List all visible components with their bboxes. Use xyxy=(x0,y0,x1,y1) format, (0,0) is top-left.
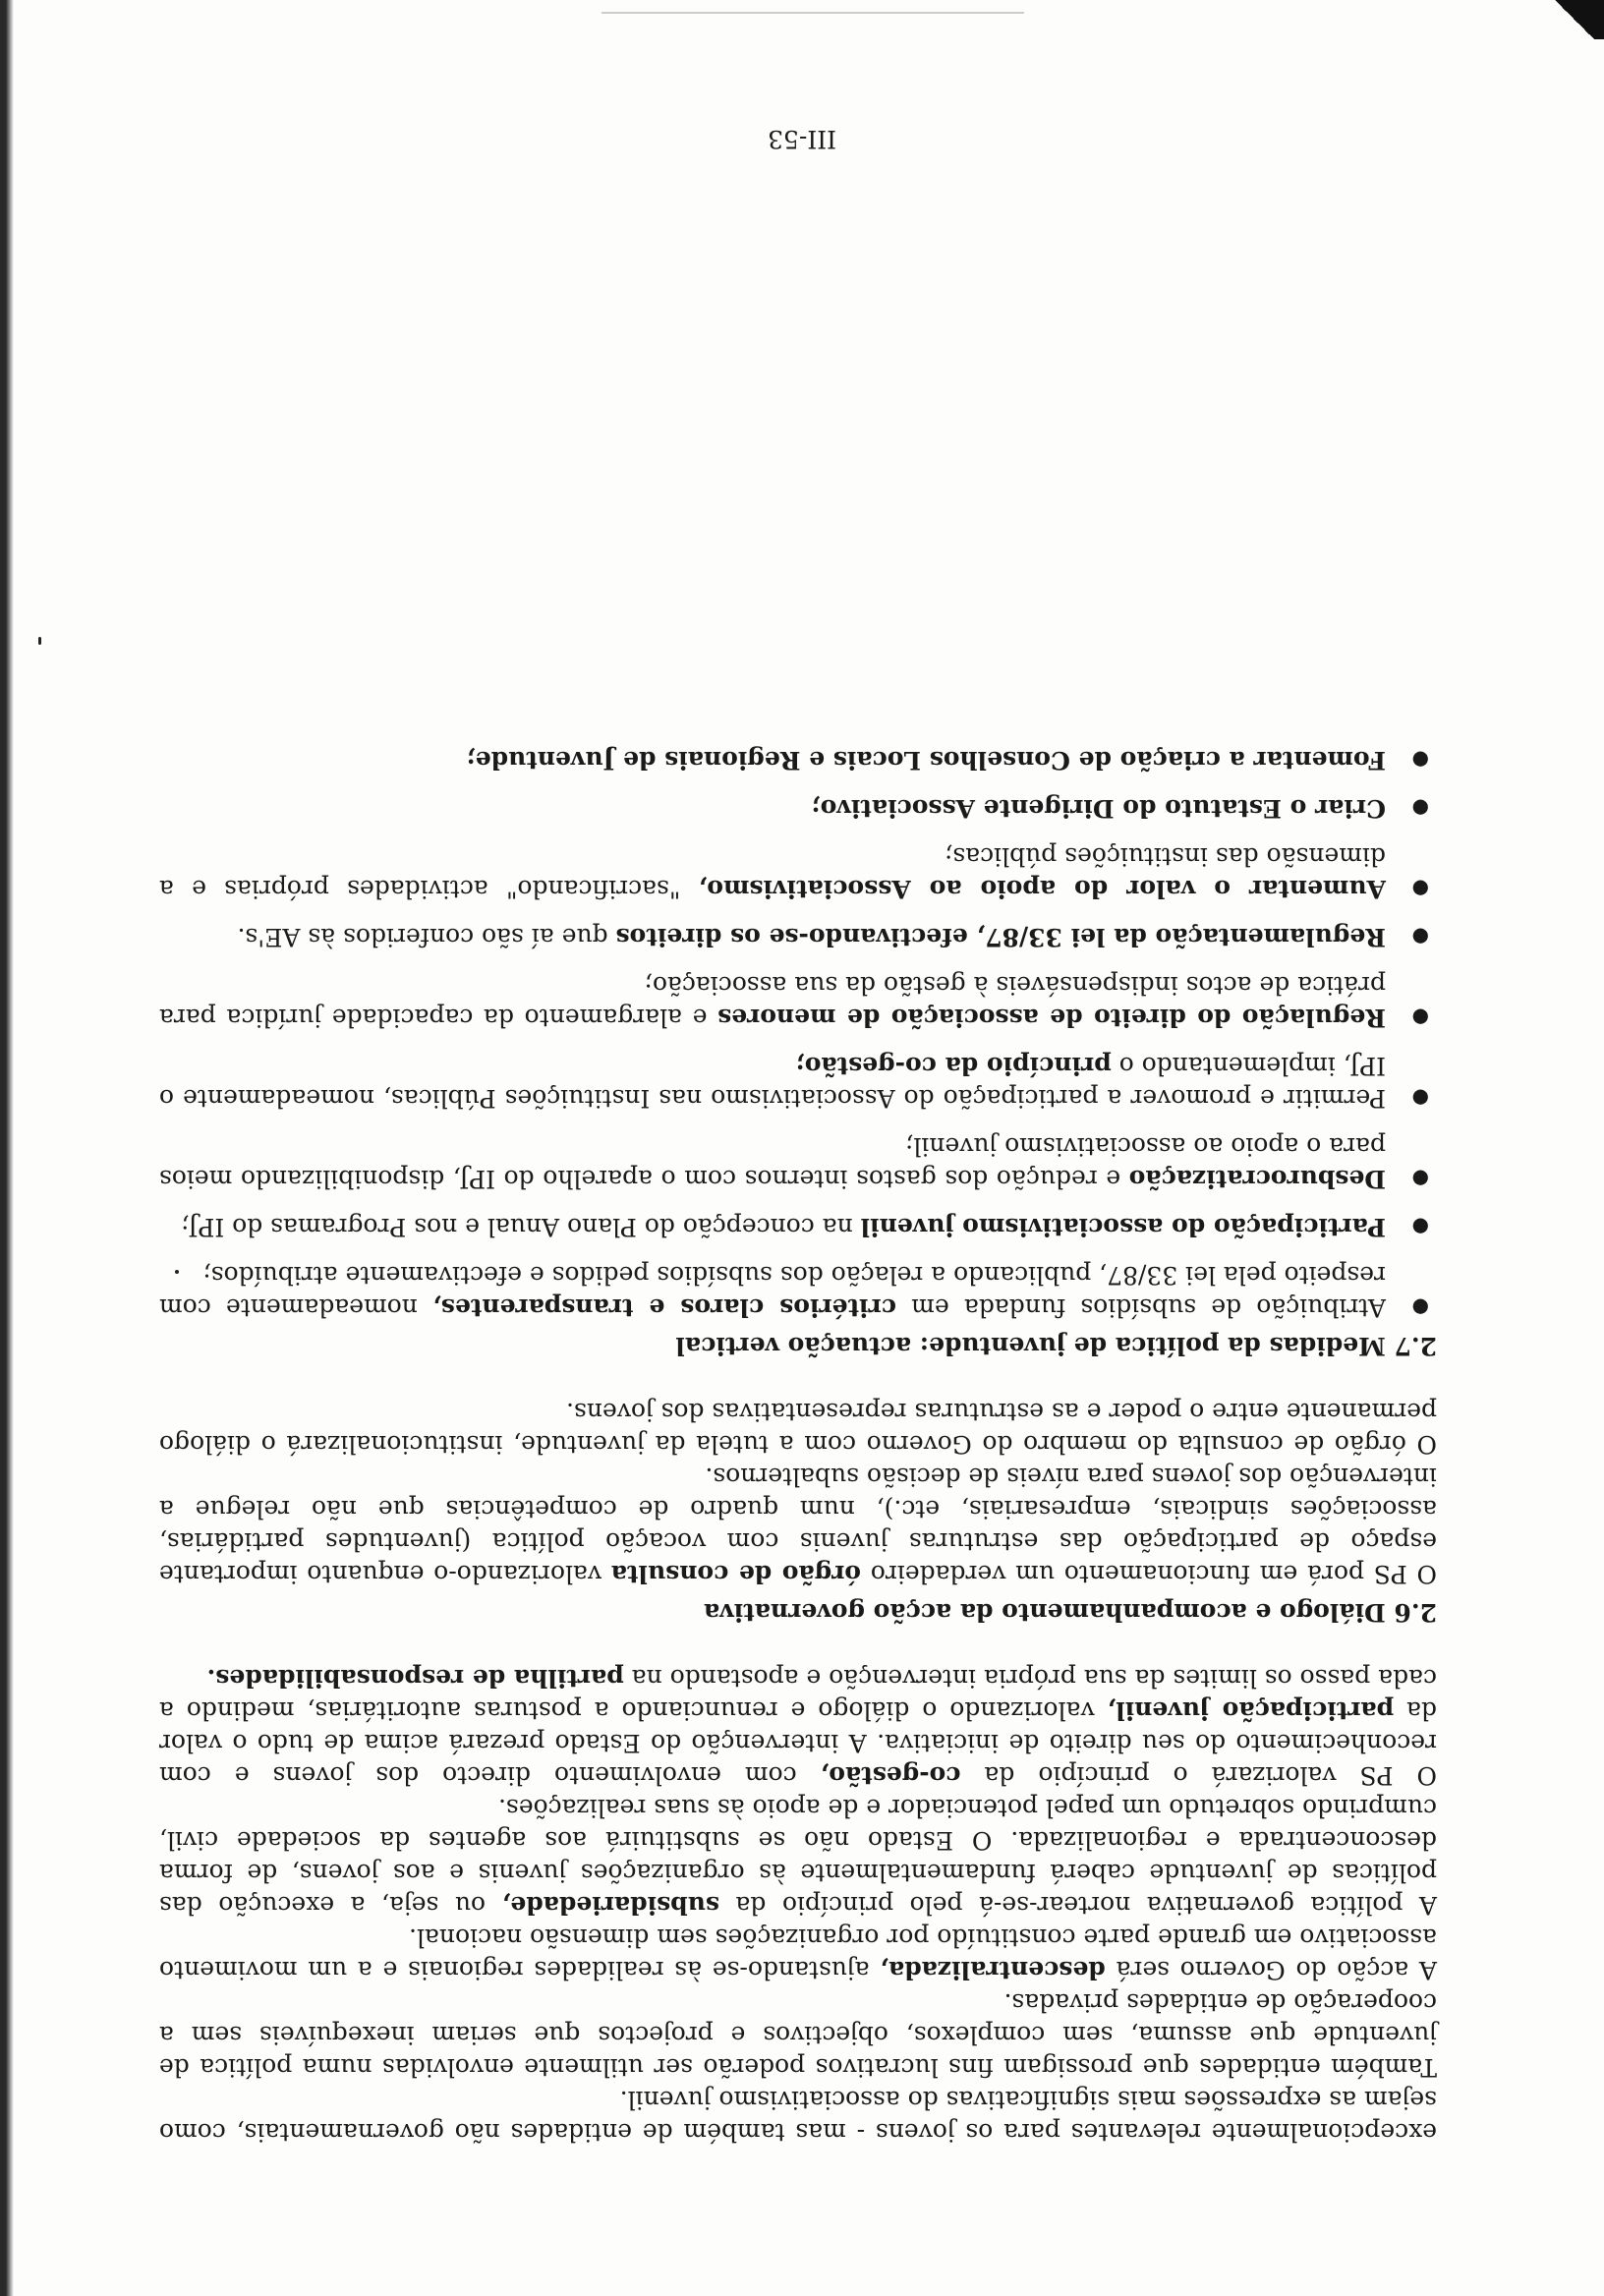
list-item: ● Aumentar o valor do apoio ao Associativismo, "sacrificando" actividades próprias e a dimensão das instituições públicas; xyxy=(159,842,1429,903)
list-item: ● Regulamentação da lei 33/87, efectivando-se os direitos que aí são conferidos às AE's. xyxy=(237,923,1429,951)
paragraph-ps-cogestao: O PS valorizará o princípio da co-gestão, com envolvimento directo dos jovens e com reconhecimento do seu direito de iniciativa. A intervenção do Estado prezará acima de tudo o valor da participação juvenil, valorizando o diálogo e renunciando a posturas autoritárias, medindo a cada passo os limites da sua própria intervenção e apostando na partilha de responsabilidades. xyxy=(159,1664,1437,1790)
list-item: ● Regulação do direito de associação de menores e alargamento da capacidade jurídica para prática de actos indispensáveis à gestão da sua associação; xyxy=(159,971,1429,1032)
bullet-icon: ● xyxy=(1411,1168,1429,1191)
section-heading-2-6: 2.6 Diálogo e acompanhamento da acção governativa xyxy=(704,1598,1437,1627)
document-body xyxy=(159,728,1437,2149)
bullet-icon: ● xyxy=(1411,749,1429,773)
list-item: ● Atribuição de subsídios fundada em critérios claros e transparentes, nomeadamente com respeito pela lei 33/87, publicando a relação dos subsídios pedidos e efectivamente atribuídos; xyxy=(158,1261,1429,1322)
bullet-icon: ● xyxy=(1411,1296,1429,1320)
measures-list xyxy=(159,744,1437,1324)
scan-bottom-rule xyxy=(602,12,1024,14)
paragraph-orgao-tutela: O órgão de consulta do membro do Governo com a tutela da juventude, institucionalizará o diálogo permanente entre o poder e as estruturas representativas dos jovens. xyxy=(159,1398,1437,1459)
paragraph-accao-governo: A acção do Governo será descentralizada, ajustando-se às realidades regionais e a um movimento associativo em grande parte constituído por organizações sem dimensão nacional. xyxy=(159,1923,1437,1984)
page-number: III-53 xyxy=(768,125,836,153)
paragraph-orgao-consulta: O PS porá em funcionamento um verdadeiro órgão de consulta valorizando-o enquanto importante espaço de participação das estruturas juvenis com vocação política (juventudes partidárias, associações sindicais, empresariais, etc.), num quadro de competências que não relegue a intervenção dos jovens para níveis de decisão subalternos. xyxy=(158,1463,1437,1588)
bullet-icon: ● xyxy=(1411,1006,1429,1030)
bullet-icon: ● xyxy=(1411,878,1429,901)
list-item: ● Criar o Estatuto do Dirigente Associativo; xyxy=(811,794,1429,823)
bullet-icon: ● xyxy=(1411,1087,1429,1111)
scan-speck xyxy=(38,637,41,645)
bullet-icon: ● xyxy=(1411,1216,1429,1239)
paragraph-politica-governativa: A política governativa nortear-se-á pelo princípio da subsidariedade, ou seja, a execução das políticas de juventude caberá fundamentalmente às organizações juvenis e aos jovens, de forma desconcentrada e regionalizada. O Estado não se substituirá aos agentes da sociedade civil, cumprindo sobretudo um papel potenciador e de apoio às suas realizações. xyxy=(159,1794,1437,1920)
list-item: ● Permitir e promover a participação do Associativismo nas Instituições Públicas, nomeadamente o IPJ, implementando o princípio da co-gestão; xyxy=(159,1052,1429,1113)
list-item: ● Desburocratização e redução dos gastos internos com o aparelho do IPJ, disponibilizando meios para o apoio ao associativismo juvenil; xyxy=(159,1132,1429,1193)
section-heading-2-7: 2.7 Medidas da política de juventude: actuação vertical xyxy=(675,1332,1437,1360)
scan-edge-shadow xyxy=(0,0,20,2296)
bullet-icon: ● xyxy=(1411,797,1429,821)
list-item: ● Participação do associativismo juvenil na concepção do Plano Anual e nos Programas do IPJ; xyxy=(181,1213,1429,1241)
paragraph-entidades: Também entidades que prossigam fins lucrativos poderão ser utilmente envolvidas numa política de juventude que assuma, sem complexos, objectivos e projectos que seriam inexequíveis sem a cooperação de entidades privadas. xyxy=(159,1988,1437,2082)
intro-paragraph: excepcionalmente relevantes para os jovens - mas também de entidades não governamentais, como sejam as expressões mais significativas do associativismo juvenil. xyxy=(159,2086,1437,2147)
bullet-icon: ● xyxy=(1411,926,1429,949)
scan-corner-mark xyxy=(1545,0,1604,39)
list-item: ● Fomentar a criação de Conselhos Locais e Regionais de Juventude; xyxy=(466,746,1429,775)
